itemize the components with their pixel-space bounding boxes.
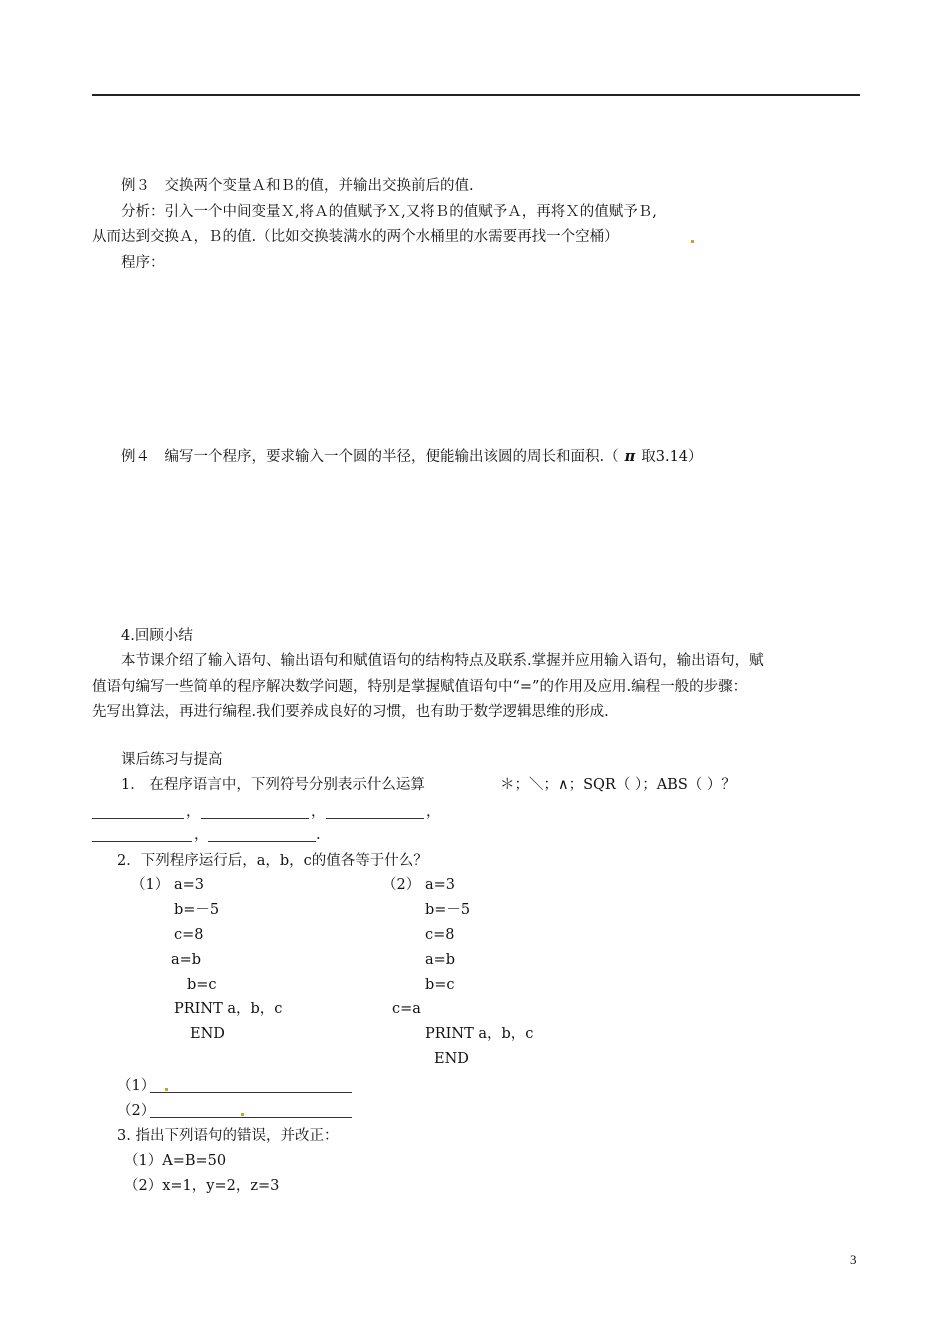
exercises-heading: 课后练习与提高 bbox=[121, 752, 223, 768]
question-3-text: 3. 指出下列语句的错误，并改正： bbox=[117, 1128, 339, 1144]
blank-separator: ， bbox=[426, 804, 441, 820]
answer-blank-2[interactable] bbox=[201, 818, 309, 819]
pi-symbol: π bbox=[624, 448, 636, 465]
stray-mark bbox=[691, 240, 694, 243]
answer-blank-5[interactable] bbox=[208, 841, 316, 842]
answer-blank-1[interactable] bbox=[92, 818, 184, 819]
program-2-line: c=8 bbox=[425, 927, 455, 943]
summary-heading: 4.回顾小结 bbox=[121, 628, 193, 644]
program-2-line: b=c bbox=[425, 977, 455, 993]
answer-1-blank[interactable] bbox=[150, 1092, 352, 1093]
blank-end-period: . bbox=[316, 827, 321, 843]
question-3-item-2: （2）x=1，y=2，z=3 bbox=[124, 1178, 280, 1194]
example-3-analysis-line-2: 从而达到交换Ａ，Ｂ的值.（比如交换装满水的两个水桶里的水需要再找一个空桶） bbox=[92, 229, 619, 245]
example-3-title: 例３ 交换两个变量Ａ和Ｂ的值，并输出交换前后的值. bbox=[121, 178, 474, 194]
answer-2-blank[interactable] bbox=[150, 1117, 352, 1118]
question-2-text: 2．下列程序运行后，a，b，c的值各等于什么？ bbox=[117, 853, 428, 869]
blank-separator: ， bbox=[311, 804, 326, 820]
summary-line-2: 值语句编写一些简单的程序解决数学问题，特别是掌握赋值语句中“=”的作用及应用.编程一般的步骤： bbox=[92, 679, 748, 695]
program-2-line: a=b bbox=[425, 952, 456, 968]
answer-blank-3[interactable] bbox=[326, 818, 424, 819]
header-rule bbox=[92, 94, 860, 96]
blank-separator: ， bbox=[186, 804, 201, 820]
example-3-program-label: 程序： bbox=[121, 255, 165, 271]
blank-separator: ， bbox=[194, 827, 209, 843]
example-4-title-text: 例４ 编写一个程序，要求输入一个圆的半径，便能输出该圆的周长和面积.（ bbox=[121, 449, 619, 465]
summary-line-1: 本节课介绍了输入语句、输出语句和赋值语句的结构特点及联系.掌握并应用输入语句，输出语句，赋 bbox=[121, 653, 764, 669]
program-1-line: b=－5 bbox=[174, 902, 220, 918]
stray-mark bbox=[241, 1113, 244, 1116]
program-2-line: a=3 bbox=[425, 877, 456, 893]
program-1-line: a=b bbox=[171, 952, 202, 968]
program-2-line: PRINT a，b，c bbox=[425, 1026, 534, 1042]
summary-line-3: 先写出算法，再进行编程.我们要养成良好的习惯，也有助于数学逻辑思维的形成. bbox=[92, 704, 609, 720]
program-2-line: c=a bbox=[392, 1001, 421, 1017]
example-4-title bbox=[121, 447, 703, 467]
program-2-label: （2） bbox=[382, 877, 421, 893]
question-1-symbols: ＊；＼；∧；SQR（ ）；ABS（ ）？ bbox=[500, 777, 736, 793]
program-2-line: END bbox=[434, 1051, 469, 1067]
program-1-label: （1） bbox=[131, 877, 170, 893]
example-3-analysis-line-1: 分析：引入一个中间变量Ｘ,将Ａ的值赋予Ｘ,又将Ｂ的值赋予Ａ，再将Ｘ的值赋予Ｂ, bbox=[121, 204, 657, 220]
program-1-line: PRINT a，b，c bbox=[174, 1001, 283, 1017]
page-number: 3 bbox=[850, 1252, 857, 1267]
program-1-line: a=3 bbox=[174, 877, 205, 893]
program-2-line: b=－5 bbox=[425, 902, 471, 918]
program-1-line: END bbox=[190, 1026, 225, 1042]
answer-1-label: （1） bbox=[117, 1078, 156, 1094]
question-1-text: 1． 在程序语言中，下列符号分别表示什么运算 bbox=[121, 777, 425, 793]
question-3-item-1: （1）A=B=50 bbox=[124, 1153, 227, 1169]
program-1-line: b=c bbox=[187, 977, 217, 993]
answer-2-label: （2） bbox=[117, 1103, 156, 1119]
program-1-line: c=8 bbox=[174, 927, 204, 943]
stray-mark bbox=[165, 1088, 168, 1091]
example-4-title-end: 取3.14） bbox=[641, 449, 703, 465]
answer-blank-4[interactable] bbox=[92, 841, 192, 842]
